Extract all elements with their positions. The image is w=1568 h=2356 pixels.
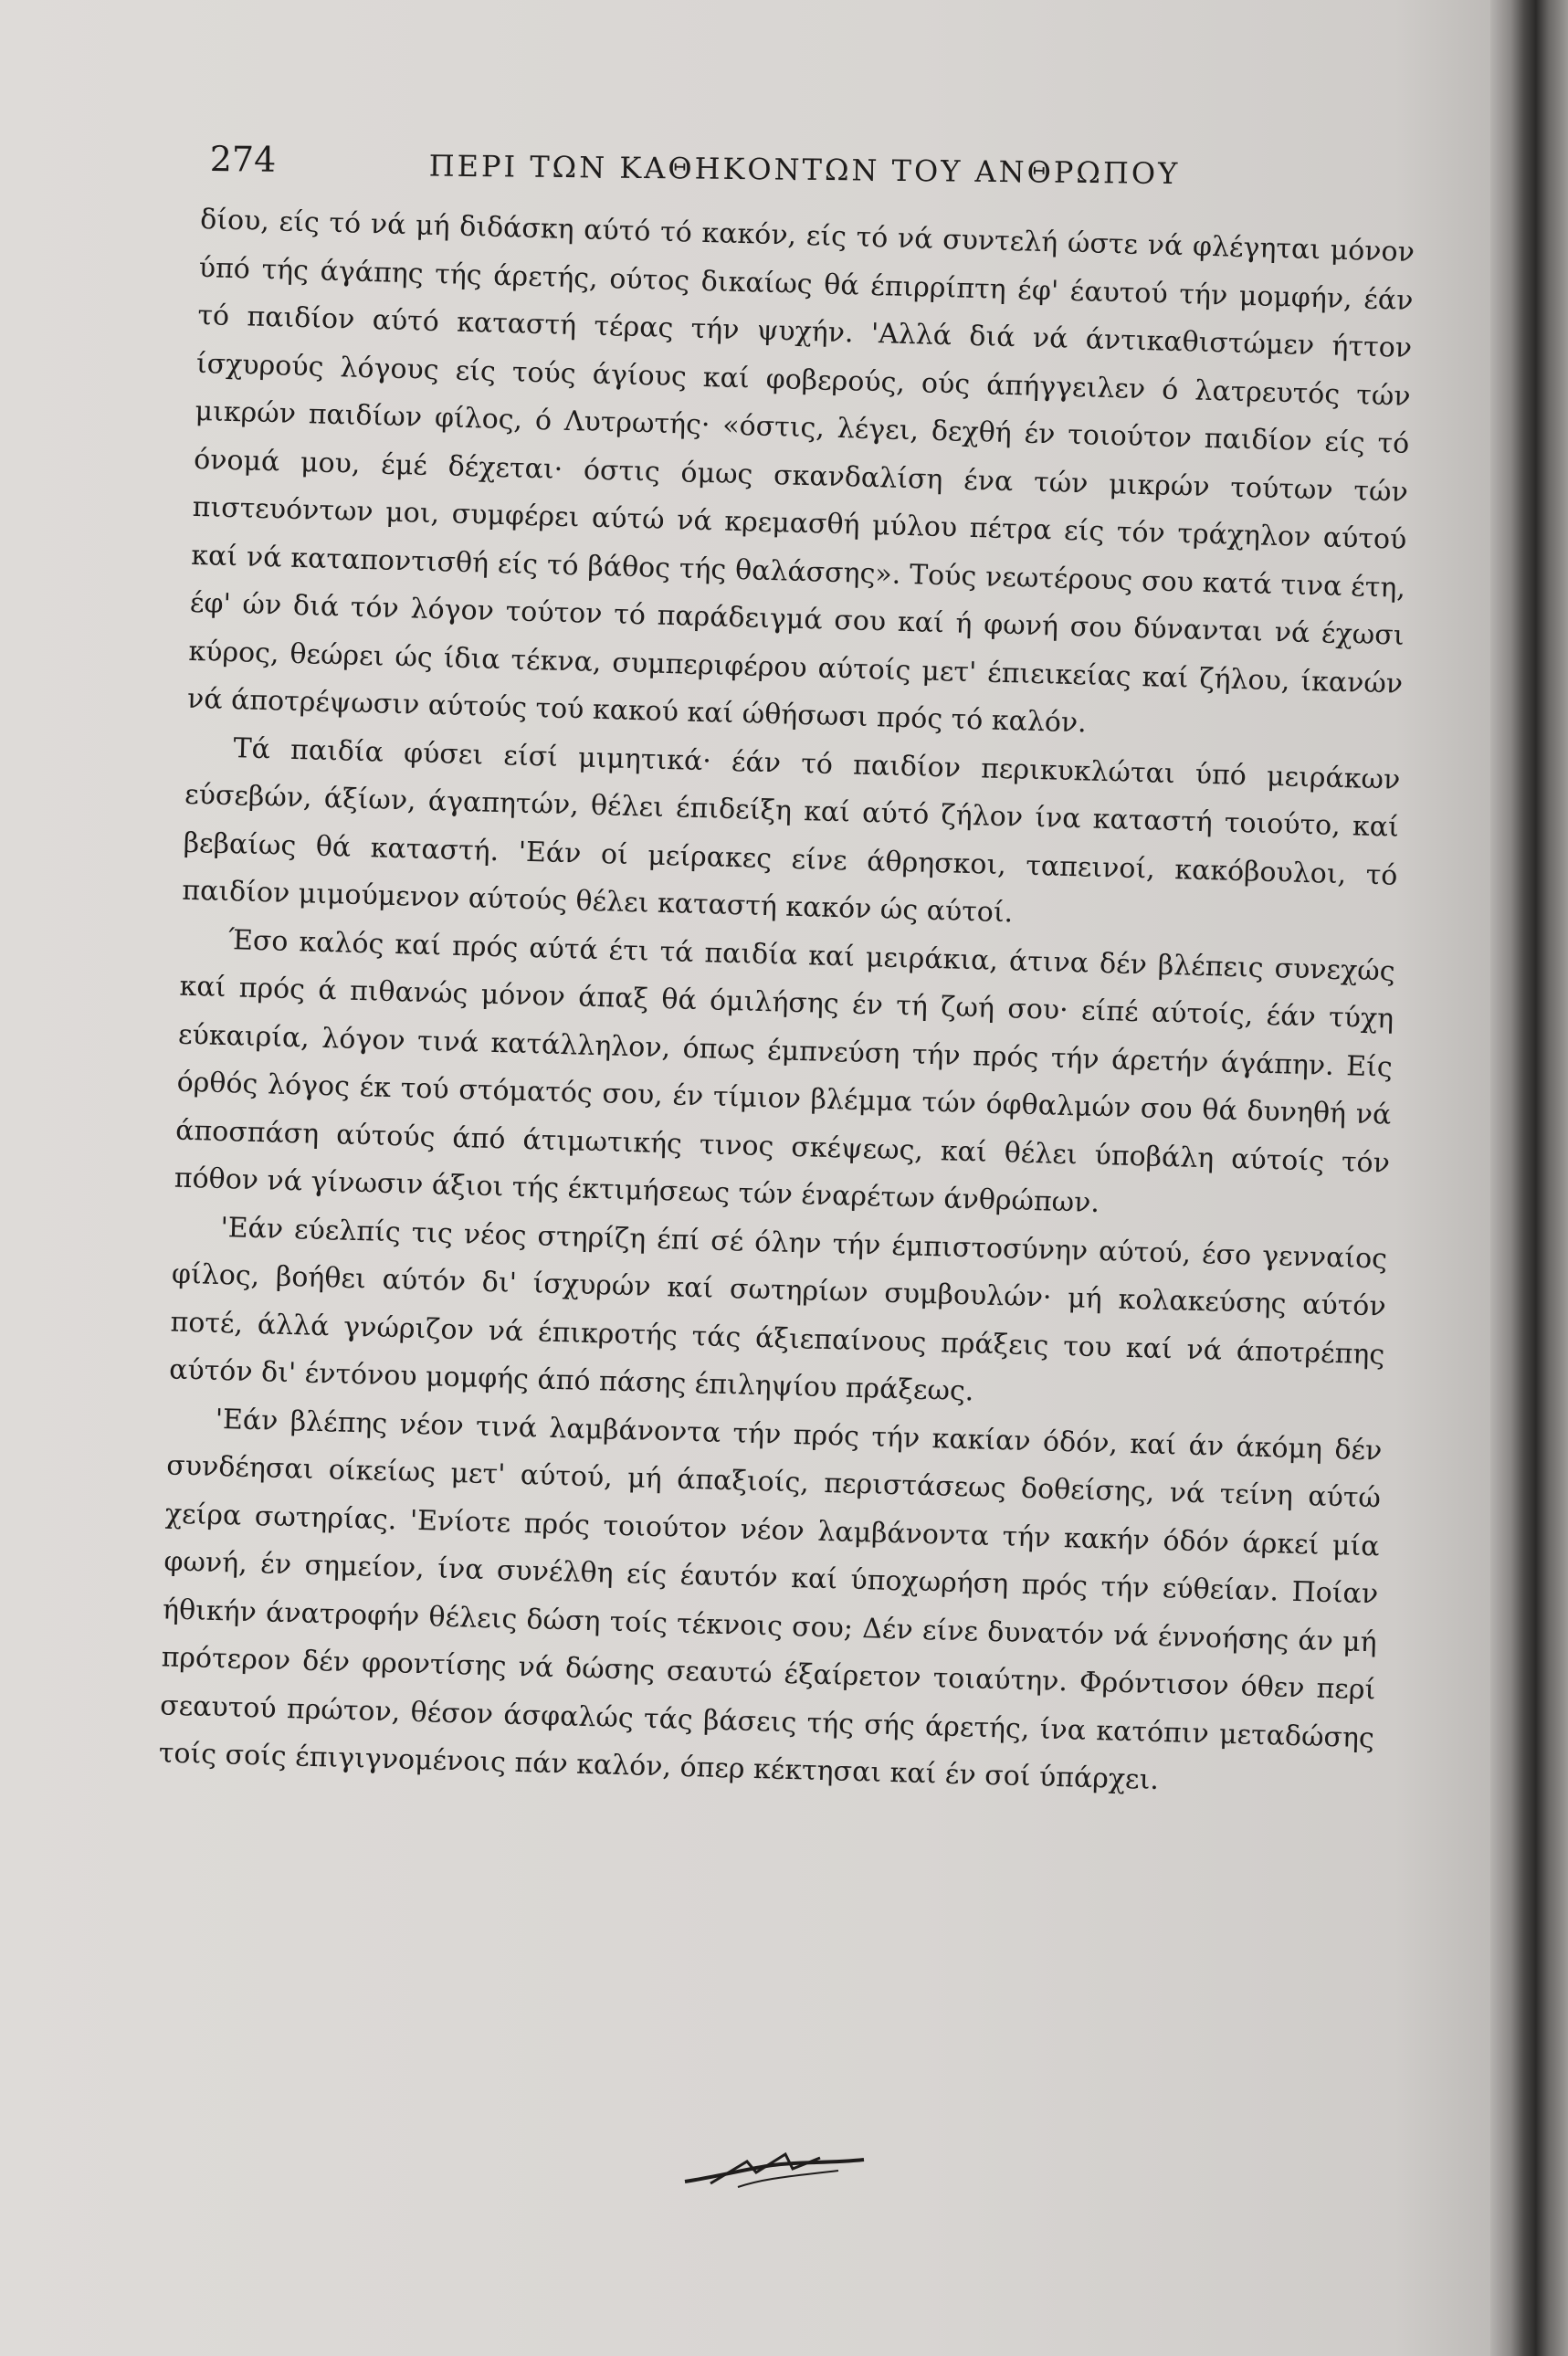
- book-gutter: [1490, 0, 1536, 2356]
- running-head: ΠΕΡΙ ΤΩΝ ΚΑΘΗΚΟΝΤΩΝ ΤΟΥ ΑΝΘΡΩΠΟΥ: [428, 148, 1181, 192]
- decorative-flourish-icon: [683, 2141, 866, 2196]
- paragraph: Τά παιδία φύσει είσί μιμητικά· έάν τό παιδίον περικυκλώται ύπό μειράκων εύσεβών, άξίων, άγαπητών, θέλει έπιδείξη καί αύτό ζήλον ίνα καταστή τοιούτο, καί βεβαίως θά καταστή. 'Εάν οί μείρακες είνε άθρησκοι, ταπεινοί, κακόβουλοι, τό παιδίον μιμούμενον αύτούς θέλει καταστή κακόν ώς αύτοί.: [181, 731, 1401, 930]
- paragraph-continued: δίου, είς τό νά μή διδάσκη αύτό τό κακόν, είς τό νά συντελή ώστε νά φλέγηται μόνον ύπό τής άγάπης τής άρετής, ούτος δικαίως θά έπιρρίπτη έφ' έαυτού τήν μομφήν, έάν τό παιδίον αύτό καταστή τέρας τήν ψυχήν. 'Αλλά διά νά άντικαθιστώμεν ήττον ίσχυρούς λόγους είς τούς άγίους καί φοβερούς, ούς άπήγγειλεν ό λατρευτός τών μικρών παιδίων φίλος, ό Λυτρωτής· «όστις, λέγει, δεχθή έν τοιούτον παιδίον είς τό όνομά μου, έμέ δέχεται· όστις όμως σκανδαλίση ένα τών μικρών τούτων τών πιστευόντων μοι, συμφέρει αύτώ νά κρεμασθή μύλου πέτρα είς τόν τράχηλον αύτού καί νά καταποντισθή είς τό βάθος τής θαλάσσης». Τούς νεωτέρους σου κατά τινα έτη, έφ' ών διά τόν λόγον τούτον τό παράδειγμά σου καί ή φωνή σου δύνανται νά έχωσι κύρος, θεώρει ώς ίδια τέκνα, συμπεριφέρου αύτοίς μετ' έπιεικείας καί ζήλου, ίκανών νά άποτρέψωσιν αύτούς τού κακού καί ώθήσωσι πρός τό καλόν.: [186, 203, 1415, 740]
- page-number: 274: [209, 139, 277, 180]
- body-text: [158, 196, 1415, 1811]
- page-edge: [1536, 0, 1568, 2356]
- paragraph: Έσο καλός καί πρός αύτά έτι τά παιδία καί μειράκια, άτινα δέν βλέπεις συνεχώς καί πρός ά πιθανώς μόνον άπαξ θά όμιλήσης έν τή ζωή σου· είπέ αύτοίς, έάν τύχη εύκαιρία, λόγον τινά κατάλληλον, όπως έμπνεύση τήν πρός τήν άρετήν άγάπην. Είς όρθός λόγος έκ τού στόματός σου, έν τίμιον βλέμμα τών όφθαλμών σου θά δυνηθή νά άποσπάση αύτούς άπό άτιμωτικής τινος σκέψεως, καί θέλει ύποβάλη αύτοίς τόν πόθον νά γίνωσιν άξιοι τής έκτιμήσεως τών έναρέτων άνθρώπων.: [174, 923, 1395, 1220]
- paragraph: 'Εάν εύελπίς τις νέος στηρίζη έπί σέ όλην τήν έμπιστοσύνην αύτού, έσο γενναίος φίλος, βοήθει αύτόν δι' ίσχυρών καί σωτηρίων συμβουλών· μή κολακεύσης αύτόν ποτέ, άλλά γνώριζον νά έπικροτής τάς άξιεπαίνους πράξεις του καί νά άποτρέπης αύτόν δι' έντόνου μομφής άπό πάσης έπιληψίου πράξεως.: [168, 1211, 1388, 1408]
- page-header: [209, 139, 1415, 206]
- paragraph: 'Εάν βλέπης νέον τινά λαμβάνοντα τήν πρός τήν κακίαν όδόν, καί άν άκόμη δέν συνδέησαι οίκείως μετ' αύτού, μή άπαξιοίς, περιστάσεως δοθείσης, νά τείνη αύτώ χείρα σωτηρίας. 'Ενίοτε πρός τοιούτον νέον λαμβάνοντα τήν κακήν όδόν άρκεί μία φωνή, έν σημείον, ίνα συνέλθη είς έαυτόν καί ύποχωρήση πρός τήν εύθείαν. Ποίαν ήθικήν άνατροφήν θέλεις δώση τοίς τέκνοις σου; Δέν είνε δυνατόν νά έννοήσης άν μή πρότερον δέν φροντίσης νά δώσης σεαυτώ έξαίρετον τοιαύτην. Φρόντισον όθεν περί σεαυτού πρώτον, θέσον άσφαλώς τάς βάσεις τής σής άρετής, ίνα κατόπιν μεταδώσης τοίς σοίς έπιγιγνομένοις πάν καλόν, όπερ κέκτησαι καί έν σοί ύπάρχει.: [158, 1403, 1383, 1796]
